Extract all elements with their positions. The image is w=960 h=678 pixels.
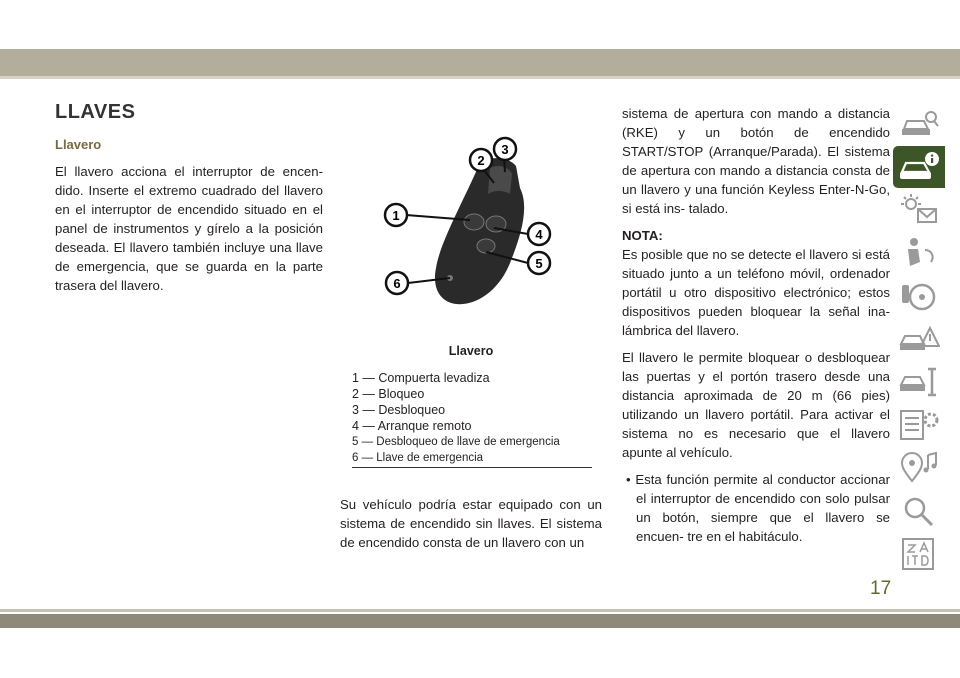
column-1-text: El llavero acciona el interruptor de encen- dido. Inserte el extremo cuadrado del llavero en el interruptor de encendido situado en el panel de instrumentos y gírelo a la posición deseada. El llavero también incluye una llave de emergencia, que se guarda en la parte trasera del llavero. <box>55 164 323 293</box>
car-search-icon <box>898 107 940 141</box>
figure-caption: Llavero <box>448 344 494 358</box>
svg-text:3: 3 <box>501 142 509 157</box>
header-band <box>0 49 960 76</box>
page-number: 17 <box>870 578 892 599</box>
tab-chapter-4[interactable] <box>893 232 945 274</box>
person-airbag-icon <box>898 236 940 270</box>
note-text: Es posible que no se detecte el llavero si está situado junto a un teléfono móvil, ordenador portátil u otro dispositivo electrónico; estos dispositivos pueden bloquear la señal ina- lámbrica del llavero. <box>622 247 890 338</box>
car-warning-triangle-icon <box>898 322 940 356</box>
section-title: LLAVES <box>55 101 136 123</box>
tab-chapter-10[interactable] <box>893 490 945 532</box>
car-wrench-icon <box>898 365 940 399</box>
tab-chapter-6[interactable] <box>893 318 945 360</box>
svg-text:6: 6 <box>393 276 401 291</box>
multimedia-location-icon <box>898 451 940 485</box>
key-fob-illustration <box>370 128 585 330</box>
legend-rule <box>352 467 592 468</box>
figure-legend <box>352 370 592 466</box>
callout-1 <box>385 204 407 226</box>
paragraph-keyless: sistema de apertura con mando a distancia (RKE) y un botón de encendido START/STOP (Arranque/Parada). El sistema de apertura con mando a distancia consta de un llavero y una función Keyless Enter-N-Go, si está ins- talado. <box>622 106 890 216</box>
tab-chapter-3[interactable] <box>893 189 945 231</box>
tab-chapter-5[interactable] <box>893 275 945 317</box>
search-magnifier-icon <box>898 494 940 528</box>
legend-item-2: 2 — Bloqueo <box>352 387 425 401</box>
legend-item-4: 4 — Arranque remoto <box>352 419 472 433</box>
note-label: NOTA: <box>622 228 663 243</box>
tab-chapter-8[interactable] <box>893 404 945 446</box>
bullet-item: • Esta función permite al conductor accionar el interruptor de encendido con solo pulsar un botón, siempre que el llavero se encuen- tre en el habitáculo. <box>626 472 890 544</box>
callout-5 <box>528 252 550 274</box>
header-rule <box>0 76 960 79</box>
tab-chapter-1[interactable] <box>893 103 945 145</box>
callout-4 <box>528 223 550 245</box>
steering-wheel-hand-icon <box>898 279 940 313</box>
callout-6 <box>386 272 408 294</box>
specs-list-gear-icon <box>898 408 940 442</box>
note-block <box>622 226 890 340</box>
svg-text:5: 5 <box>535 256 543 271</box>
svg-text:1: 1 <box>392 208 400 223</box>
tab-chapter-2[interactable] <box>893 146 945 188</box>
section-subtitle: Llavero <box>55 137 102 152</box>
paragraph-range: El llavero le permite bloquear o desbloquear las puertas y el portón trasero desde una distancia aproximada de 20 m (66 pies) utilizando un llavero portátil. Para activar el sistema no es necesario que el llavero apunte al vehículo. <box>622 350 890 460</box>
svg-text:2: 2 <box>477 153 485 168</box>
car-info-icon <box>898 150 940 184</box>
tab-chapter-7[interactable] <box>893 361 945 403</box>
legend-item-3: 3 — Desbloqueo <box>352 403 446 417</box>
alphabet-index-icon <box>898 537 940 571</box>
callout-3 <box>494 138 516 160</box>
column-2-text: Su vehículo podría estar equipado con un sistema de encendido sin llaves. El sistema de encendido consta de un llavero con un <box>340 497 602 550</box>
footer-band <box>0 614 960 628</box>
column-3-text <box>622 104 890 554</box>
legend-item-1: 1 — Compuerta levadiza <box>352 371 490 385</box>
tab-chapter-11[interactable] <box>893 533 945 575</box>
callout-2 <box>470 149 492 171</box>
legend-item-5: 5 — Desbloqueo de llave de emergencia <box>352 436 560 448</box>
chapter-tabs <box>893 103 945 576</box>
svg-text:4: 4 <box>535 227 543 242</box>
footer-rule <box>0 609 960 612</box>
legend-item-6: 6 — Llave de emergencia <box>352 452 484 464</box>
tab-chapter-9[interactable] <box>893 447 945 489</box>
warning-light-message-icon <box>898 193 940 227</box>
